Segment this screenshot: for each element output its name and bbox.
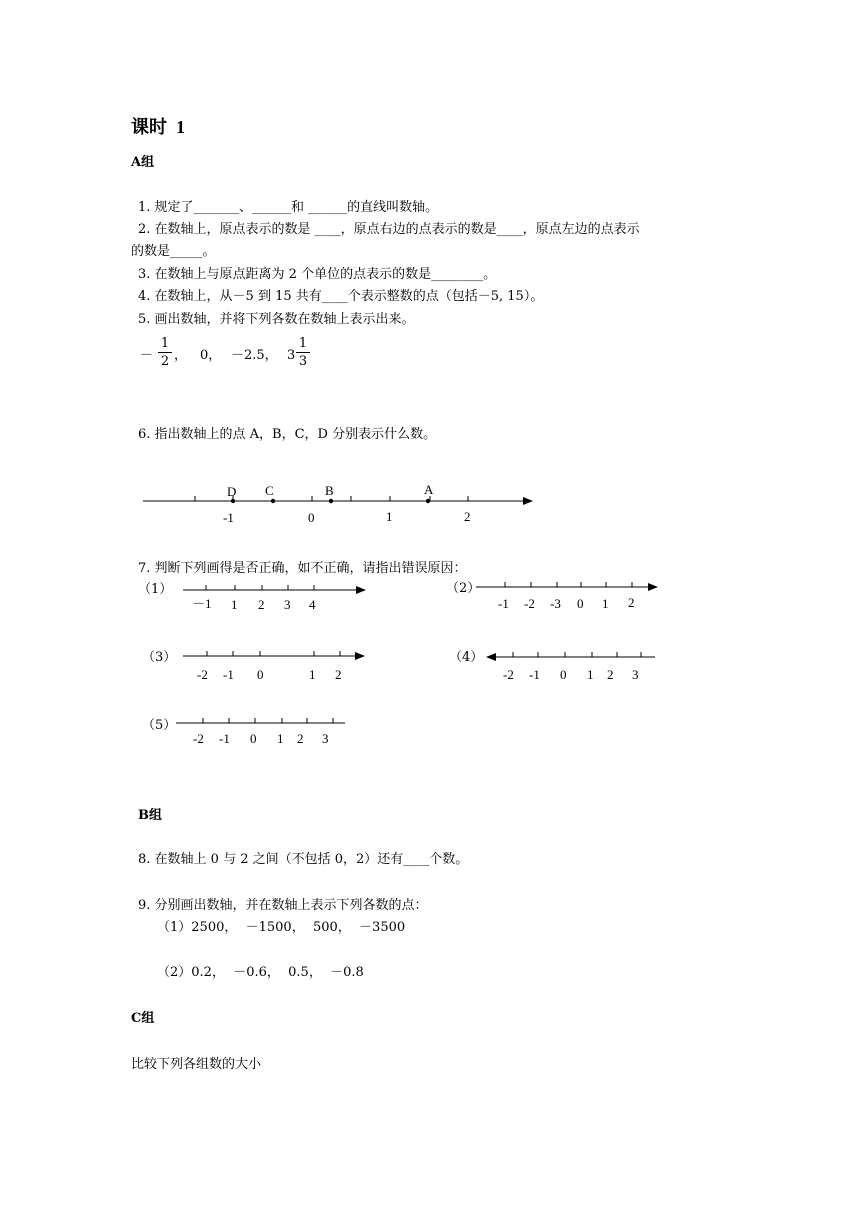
- tick-label: 3: [284, 597, 291, 612]
- q7-part-1-tag: （1）: [138, 582, 173, 597]
- group-b-heading: B组: [138, 808, 162, 823]
- tick-label: -2: [524, 596, 535, 611]
- point-label-b: B: [325, 483, 334, 498]
- q7-part-4-number-line: [484, 647, 664, 683]
- fraction-one-third: [296, 337, 310, 368]
- point-d: [231, 499, 235, 503]
- point-label-c: C: [265, 483, 274, 498]
- tick-label: -1: [223, 510, 234, 525]
- tick-label: 1: [277, 731, 284, 746]
- tick-label: 2: [607, 667, 614, 682]
- point-label-d: D: [227, 484, 237, 499]
- question-1: 1. 规定了_______、______和 ______的直线叫数轴。: [138, 200, 439, 215]
- tick-label: 2: [335, 667, 342, 682]
- tick-label: 2: [297, 731, 304, 746]
- group-c-instruction: 比较下列各组数的大小: [131, 1057, 262, 1072]
- tick-label: 1: [386, 509, 393, 524]
- q7-part-1-number-line: [180, 580, 370, 616]
- fraction-numerator: 1: [296, 337, 310, 353]
- tick-label: 2: [258, 597, 265, 612]
- tick-label: 0: [577, 596, 584, 611]
- question-4: 4. 在数轴上，从－5 到 15 共有____个表示整数的点（包括－5, 15）。: [138, 289, 544, 304]
- tick-label: 1: [231, 597, 238, 612]
- tick-label: 0: [250, 731, 257, 746]
- point-a: [426, 499, 430, 503]
- fraction-one-half: [158, 337, 172, 368]
- point-b: [329, 499, 333, 503]
- axis-arrow: [356, 586, 366, 594]
- q7-part-5-tag: （5）: [142, 718, 177, 733]
- fraction-denominator: 2: [160, 354, 170, 369]
- tick-label: 1: [309, 667, 316, 682]
- tick-label: 2: [628, 595, 635, 610]
- tick-label: -1: [219, 731, 230, 746]
- axis-arrow-left: [486, 653, 496, 661]
- tick-label: -1: [498, 596, 509, 611]
- q7-part-3-number-line: [180, 647, 370, 683]
- q7-part-5-number-line: [174, 715, 354, 751]
- tick-label: 1: [587, 667, 594, 682]
- question-9-part-2: （2）0.2， －0.6， 0.5， －0.8: [157, 965, 364, 980]
- tick-label: 3: [322, 731, 329, 746]
- q7-part-3-tag: （3）: [142, 650, 177, 665]
- question-8: 8. 在数轴上 0 与 2 之间（不包括 0，2）还有____个数。: [138, 852, 469, 867]
- point-label-a: A: [424, 482, 434, 497]
- value-zero: 0，: [200, 348, 222, 363]
- q7-part-4-tag: （4）: [449, 650, 484, 665]
- tick-label: 3: [632, 667, 639, 682]
- tick-label: 1: [602, 596, 609, 611]
- tick-label: 4: [309, 597, 316, 612]
- page-title: 课时 1: [131, 117, 185, 137]
- tick-label: -2: [503, 667, 514, 682]
- question-9-part-1: （1）2500， －1500， 500， －3500: [157, 920, 406, 935]
- question-2-line-1: 2. 在数轴上，原点表示的数是 ____，原点右边的点表示的数是____，原点左边的点表示: [138, 222, 640, 237]
- tick-label: 2: [464, 509, 471, 524]
- q7-part-2-number-line: [474, 578, 664, 614]
- mixed-number-whole: 3: [287, 348, 296, 363]
- value-neg-2-5: －2.5，: [231, 348, 278, 363]
- question-2-line-2: 的数是_____。: [131, 244, 216, 259]
- question-7: 7. 判断下列画得是否正确，如不正确，请指出错误原因：: [138, 561, 467, 576]
- negative-sign: －: [140, 348, 154, 363]
- fraction-numerator: 1: [158, 337, 172, 353]
- axis-arrow: [648, 583, 658, 591]
- tick-label: －1: [192, 596, 212, 611]
- question-6-number-line: [140, 478, 540, 528]
- question-6: 6. 指出数轴上的点 A，B，C，D 分别表示什么数。: [138, 427, 437, 442]
- q7-part-2-tag: （2）: [446, 581, 481, 596]
- question-3: 3. 在数轴上与原点距离为 2 个单位的点表示的数是________。: [138, 267, 497, 282]
- tick-label: -2: [193, 731, 204, 746]
- question-5: 5. 画出数轴，并将下列各数在数轴上表示出来。: [138, 312, 415, 327]
- tick-label: -1: [529, 667, 540, 682]
- comma: ，: [174, 348, 188, 363]
- group-a-heading: A组: [131, 155, 155, 170]
- tick-label: 0: [257, 667, 264, 682]
- tick-label: -3: [550, 596, 561, 611]
- point-c: [271, 499, 275, 503]
- fraction-denominator: 3: [298, 354, 308, 369]
- group-c-heading: C组: [131, 1011, 155, 1026]
- tick-label: -2: [197, 667, 208, 682]
- question-9: 9. 分别画出数轴，并在数轴上表示下列各数的点：: [138, 898, 428, 913]
- tick-label: -1: [223, 667, 234, 682]
- axis-arrow: [523, 497, 533, 505]
- axis-arrow: [355, 652, 365, 660]
- tick-label: 0: [560, 667, 567, 682]
- tick-label: 0: [308, 510, 315, 525]
